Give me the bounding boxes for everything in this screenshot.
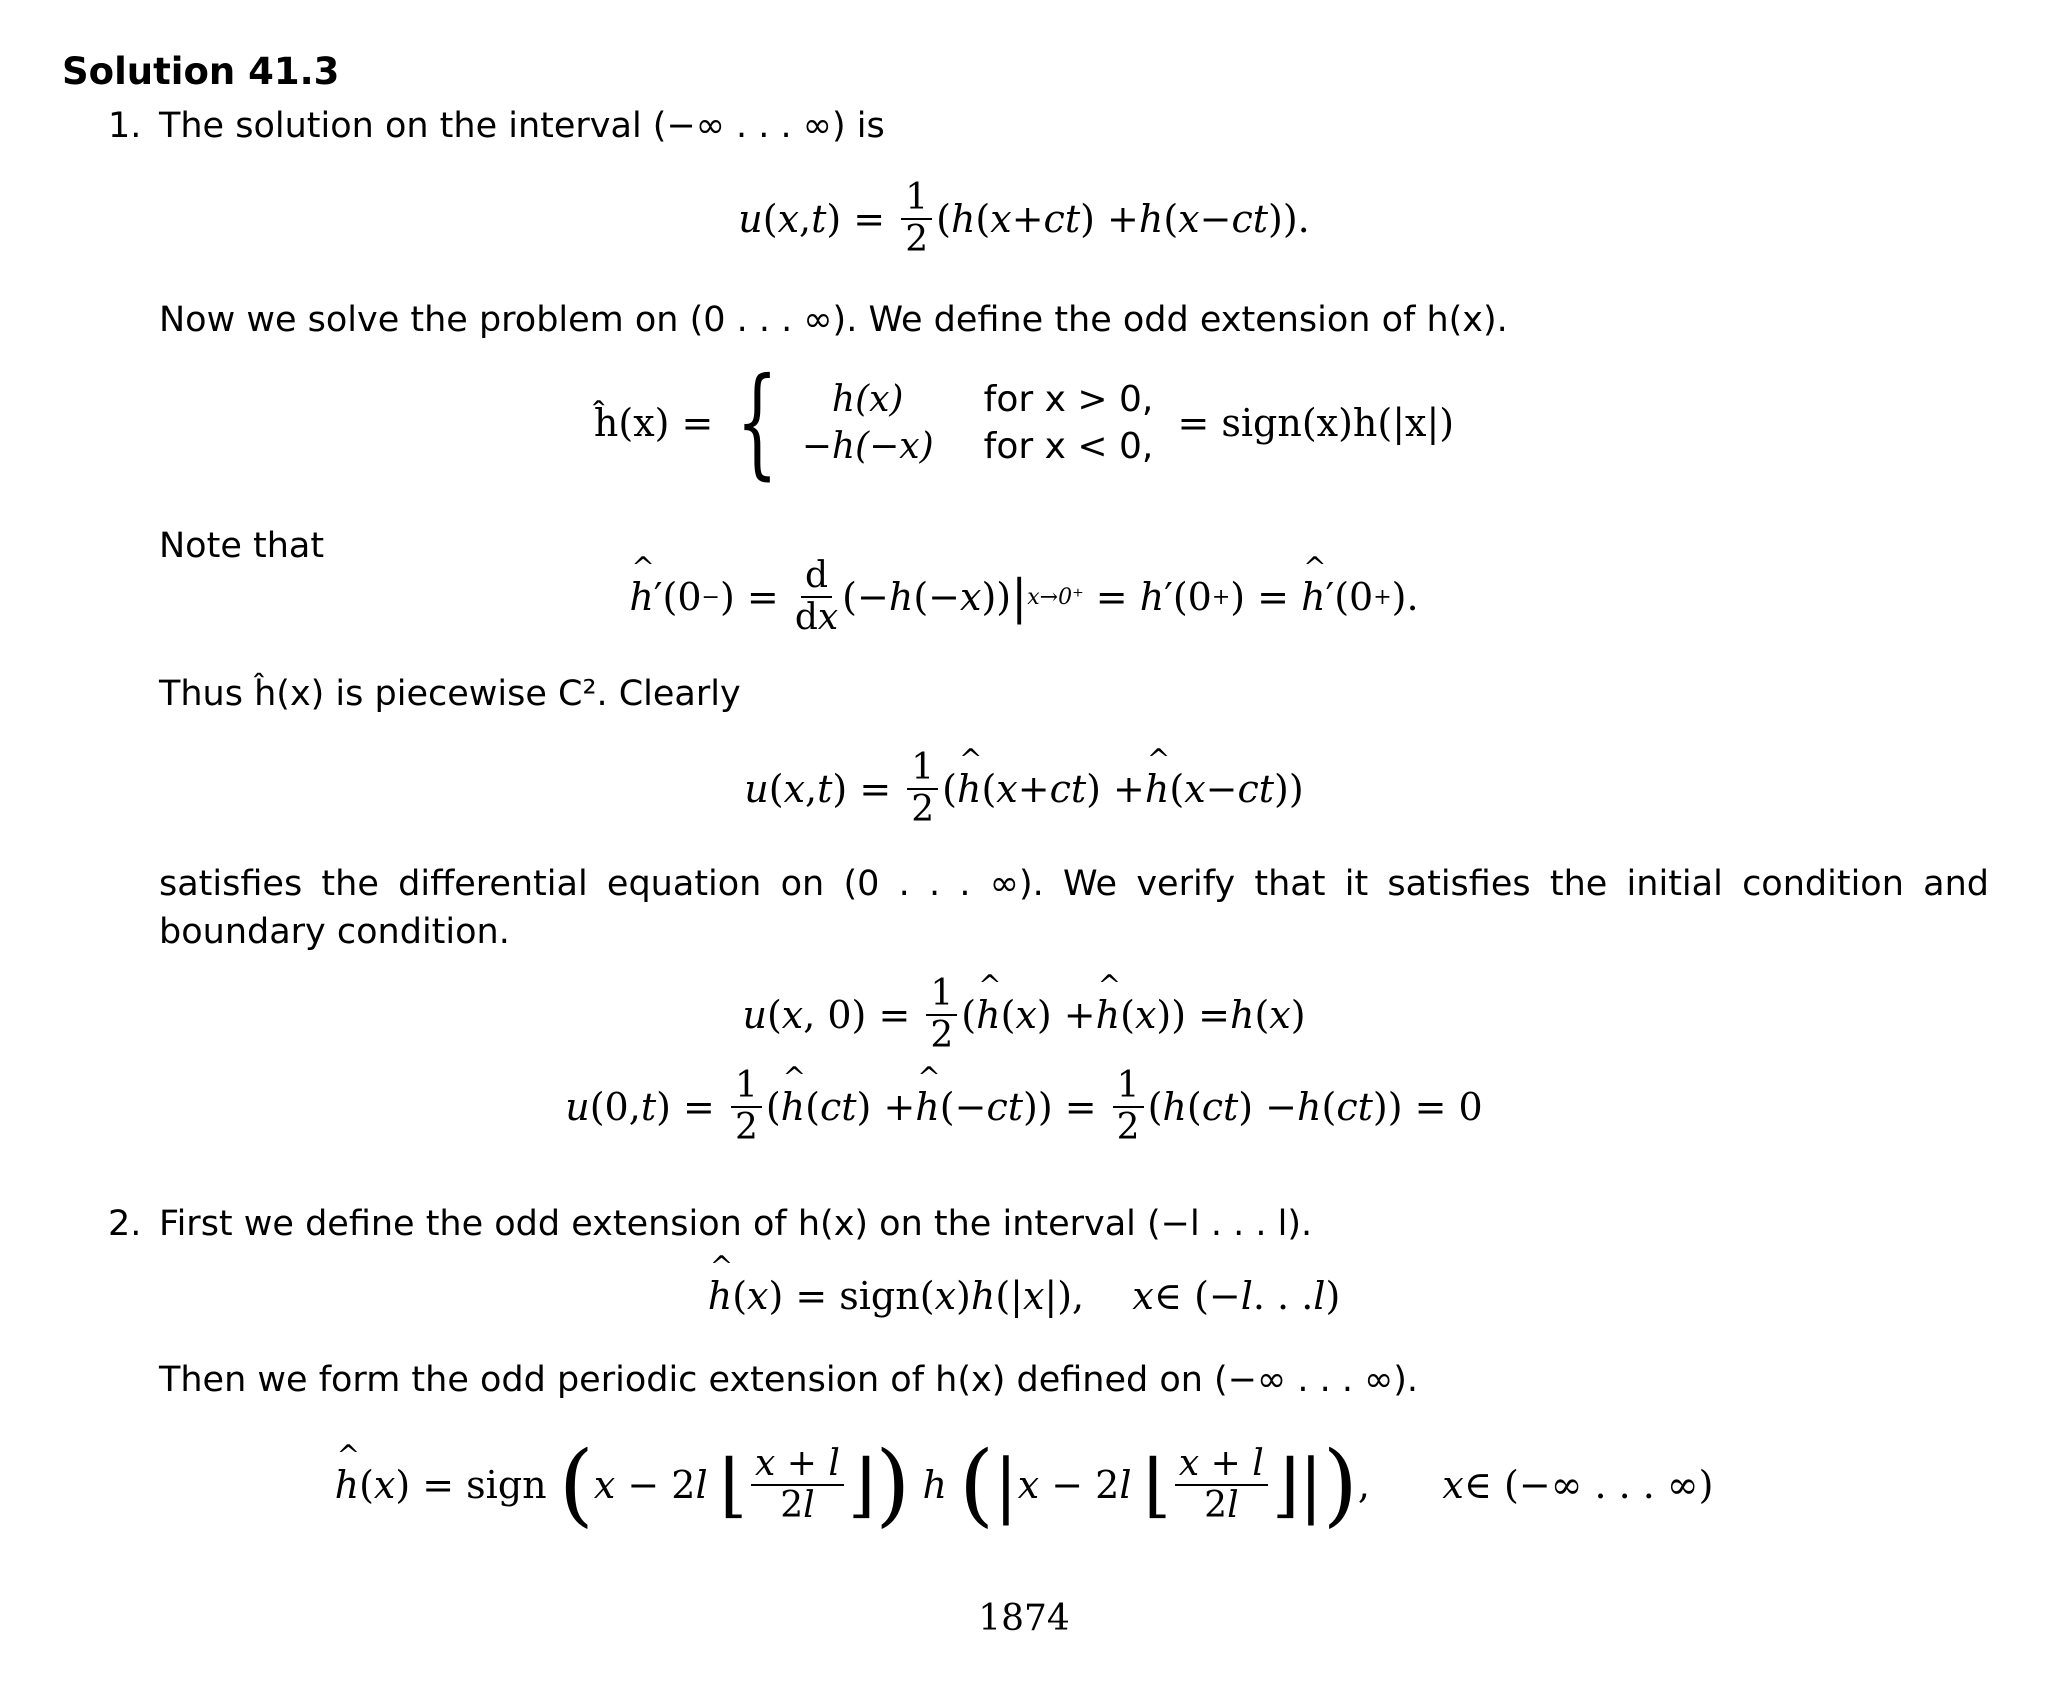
solution-heading: Solution 41.3 bbox=[62, 50, 340, 93]
item-2-marker: 2. bbox=[108, 1204, 142, 1244]
equation-derivative: ^ h ′(0 − ) = $\frac{d}{dx}$ (− h (− x )) | x→0⁺ = h ′(0 + ) = ^ h ′(0 + ). bbox=[0, 556, 2048, 638]
item-2-intro: First we define the odd extension of h(x) on the interval (−l . . . l). bbox=[159, 1204, 1313, 1244]
equation-odd-extension-interval: ^ h ( x ) = sign( x ) h (| x |), x ∈ (− l . . . l ) bbox=[0, 1274, 2048, 1318]
equation-initial-condition: u ( x , 0) = $\frac{1}{2}$ ( ^ h ( x ) + ^ h ( x )) = h ( x ) bbox=[0, 974, 2048, 1056]
equation-general-solution: u ( x , t ) = $\frac{1}{2}$ ( h ( x + ct ) + h ( x − ct )). bbox=[738, 177, 1310, 260]
case-1-condition: for x > 0, bbox=[983, 379, 1154, 420]
paragraph-periodic-extension: Then we form the odd periodic extension of h(x) defined on (−∞ . . . ∞). bbox=[159, 1360, 1419, 1400]
case-2-expression: −h(−x) bbox=[801, 426, 934, 467]
left-brace-icon: { bbox=[736, 353, 779, 492]
case-1-expression: h(x) bbox=[831, 379, 904, 420]
paragraph-satisfies: satisfies the differential equation on (0 . . . ∞). We verify that it satisfies the initial condition and boundary condition. bbox=[159, 864, 1989, 952]
paragraph-odd-extension: Now we solve the problem on (0 . . . ∞). We define the odd extension of h(x). bbox=[159, 300, 1508, 340]
equation-boundary-condition: u (0, t ) = $\frac{1}{2}$ ( ^ h ( ct ) + ^ h (− ct )) = $\frac{1}{2}$ ( h ( ct ) − h ( ct )) = 0 bbox=[0, 1066, 2048, 1148]
cases-rhs: = sign(x)h(|x|) bbox=[1177, 401, 1455, 445]
item-1-intro: The solution on the interval (−∞ . . . ∞) is bbox=[159, 106, 885, 146]
equation-periodic-extension: ^ h ( x ) = sign ( x − 2 l ⌊ $\frac{x + l}{2l}$ ⌋ ) h ( | x − 2 l ⌊ $\frac{x + l}{2l}$ ⌋ | ) , x ∈ (−∞ . . . ∞) bbox=[0, 1440, 2048, 1530]
cases-table bbox=[802, 379, 1154, 467]
equation-odd-extension-cases bbox=[0, 353, 2048, 492]
paragraph-note-that: Note that bbox=[159, 526, 325, 566]
page-number: 1874 bbox=[978, 1598, 1070, 1639]
case-2-condition: for x < 0, bbox=[983, 426, 1154, 467]
paragraph-thus: Thus ĥ(x) is piecewise C². Clearly bbox=[159, 674, 741, 714]
cases-lhs: ĥ(x) = bbox=[593, 401, 714, 445]
item-1-marker: 1. bbox=[108, 106, 142, 146]
equation-extended-solution: u ( x , t ) = $\frac{1}{2}$ ( ^ h ( x + ct ) + ^ h ( x − ct )) bbox=[0, 748, 2048, 830]
